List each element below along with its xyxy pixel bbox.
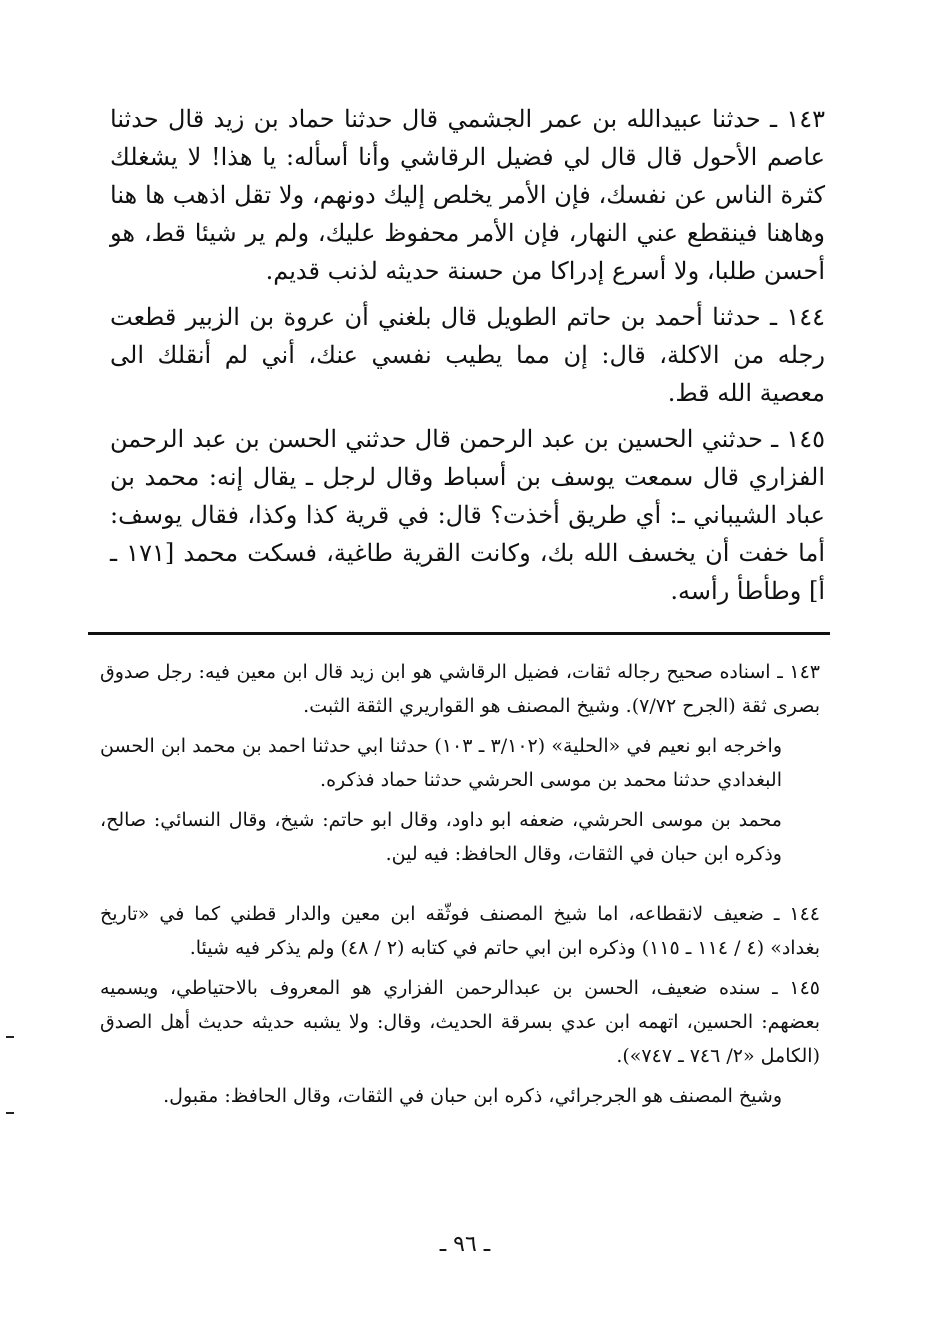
main-text	[110, 100, 825, 618]
footnote-145: ١٤٥ ـ سنده ضعيف، الحسن بن عبدالرحمن الفزاري هو المعروف بالاحتياطي، ويسميه بعضهم: الحسين، اتهمه ابن عدي بسرقة الحديث، وقال: ولا يشبه حديثه حديث أهل الصدق (الكامل «٢/ ٧٤٦ ـ ٧٤٧»).	[100, 977, 820, 1067]
margin-mark	[6, 1112, 14, 1114]
footnote-143-narrator: محمد بن موسى الحرشي، ضعفه ابو داود، وقال ابو حاتم: شيخ، وقال النسائي: صالح، وذكره ابن حبان في الثقات، وقال الحافظ: فيه لين.	[100, 809, 782, 865]
footnotes	[100, 655, 820, 1119]
footnote-143-takhrij: واخرجه ابو نعيم في «الحلية» (٣/١٠٢ ـ ١٠٣) حدثنا ابي حدثنا احمد بن محمد ابن الحسن البغدادي حدثنا محمد بن موسى الحرشي حدثنا حماد فذكره.	[100, 735, 782, 791]
footnote-145-shaykh: وشيخ المصنف هو الجرجرائي، ذكره ابن حبان في الثقات، وقال الحافظ: مقبول.	[163, 1085, 782, 1107]
hadith-144: ١٤٤ ـ حدثنا أحمد بن حاتم الطويل قال بلغني أن عروة بن الزبير قطعت رجله من الاكلة، قال: إن مما يطيب نفسي عنك، أني لم أنقلك الى معصية الله قط.	[110, 303, 825, 407]
page-number: ـ ٩٦ ـ	[439, 1232, 491, 1257]
hadith-145: ١٤٥ ـ حدثني الحسين بن عبد الرحمن قال حدثني الحسن بن عبد الرحمن الفزاري قال سمعت يوسف بن أسباط وقال لرجل ـ يقال إنه: محمد بن عباد الشيباني ـ: أي طريق أخذت؟ قال: في قرية كذا وكذا، فقال يوسف: أما خفت أن يخسف الله بك، وكانت القرية طاغية، فسكت محمد [١٧١ ـ أ] وطأطأ رأسه.	[110, 425, 825, 605]
margin-mark	[6, 1036, 14, 1038]
footnote-144: ١٤٤ ـ ضعيف لانقطاعه، اما شيخ المصنف فوثّقه ابن معين والدار قطني كما في «تاريخ بغداد» (٤ / ١١٤ ـ ١١٥) وذكره ابن ابي حاتم في كتابه (٢ / ٤٨) ولم يذكر فيه شيئا.	[100, 903, 820, 959]
footnote-separator	[88, 632, 830, 635]
footnote-143: ١٤٣ ـ اسناده صحيح رجاله ثقات، فضيل الرقاشي هو ابن زيد قال ابن معين فيه: رجل صدوق بصرى ثقة (الجرح ٧/٧٢). وشيخ المصنف هو القواريري الثقة الثبت.	[100, 661, 820, 717]
hadith-143: ١٤٣ ـ حدثنا عبيدالله بن عمر الجشمي قال حدثنا حماد بن زيد قال حدثنا عاصم الأحول قال قال لي فضيل الرقاشي وأنا أسأله: يا هذا! لا يشغلك كثرة الناس عن نفسك، فإن الأمر يخلص إليك دونهم، ولا تقل اذهب ها هنا وهاهنا فينقطع عني النهار، فإن الأمر محفوظ عليك، ولم ير شيئا قط، هو أحسن طلبا، ولا أسرع إدراكا من حسنة حديثه لذنب قديم.	[110, 105, 825, 285]
